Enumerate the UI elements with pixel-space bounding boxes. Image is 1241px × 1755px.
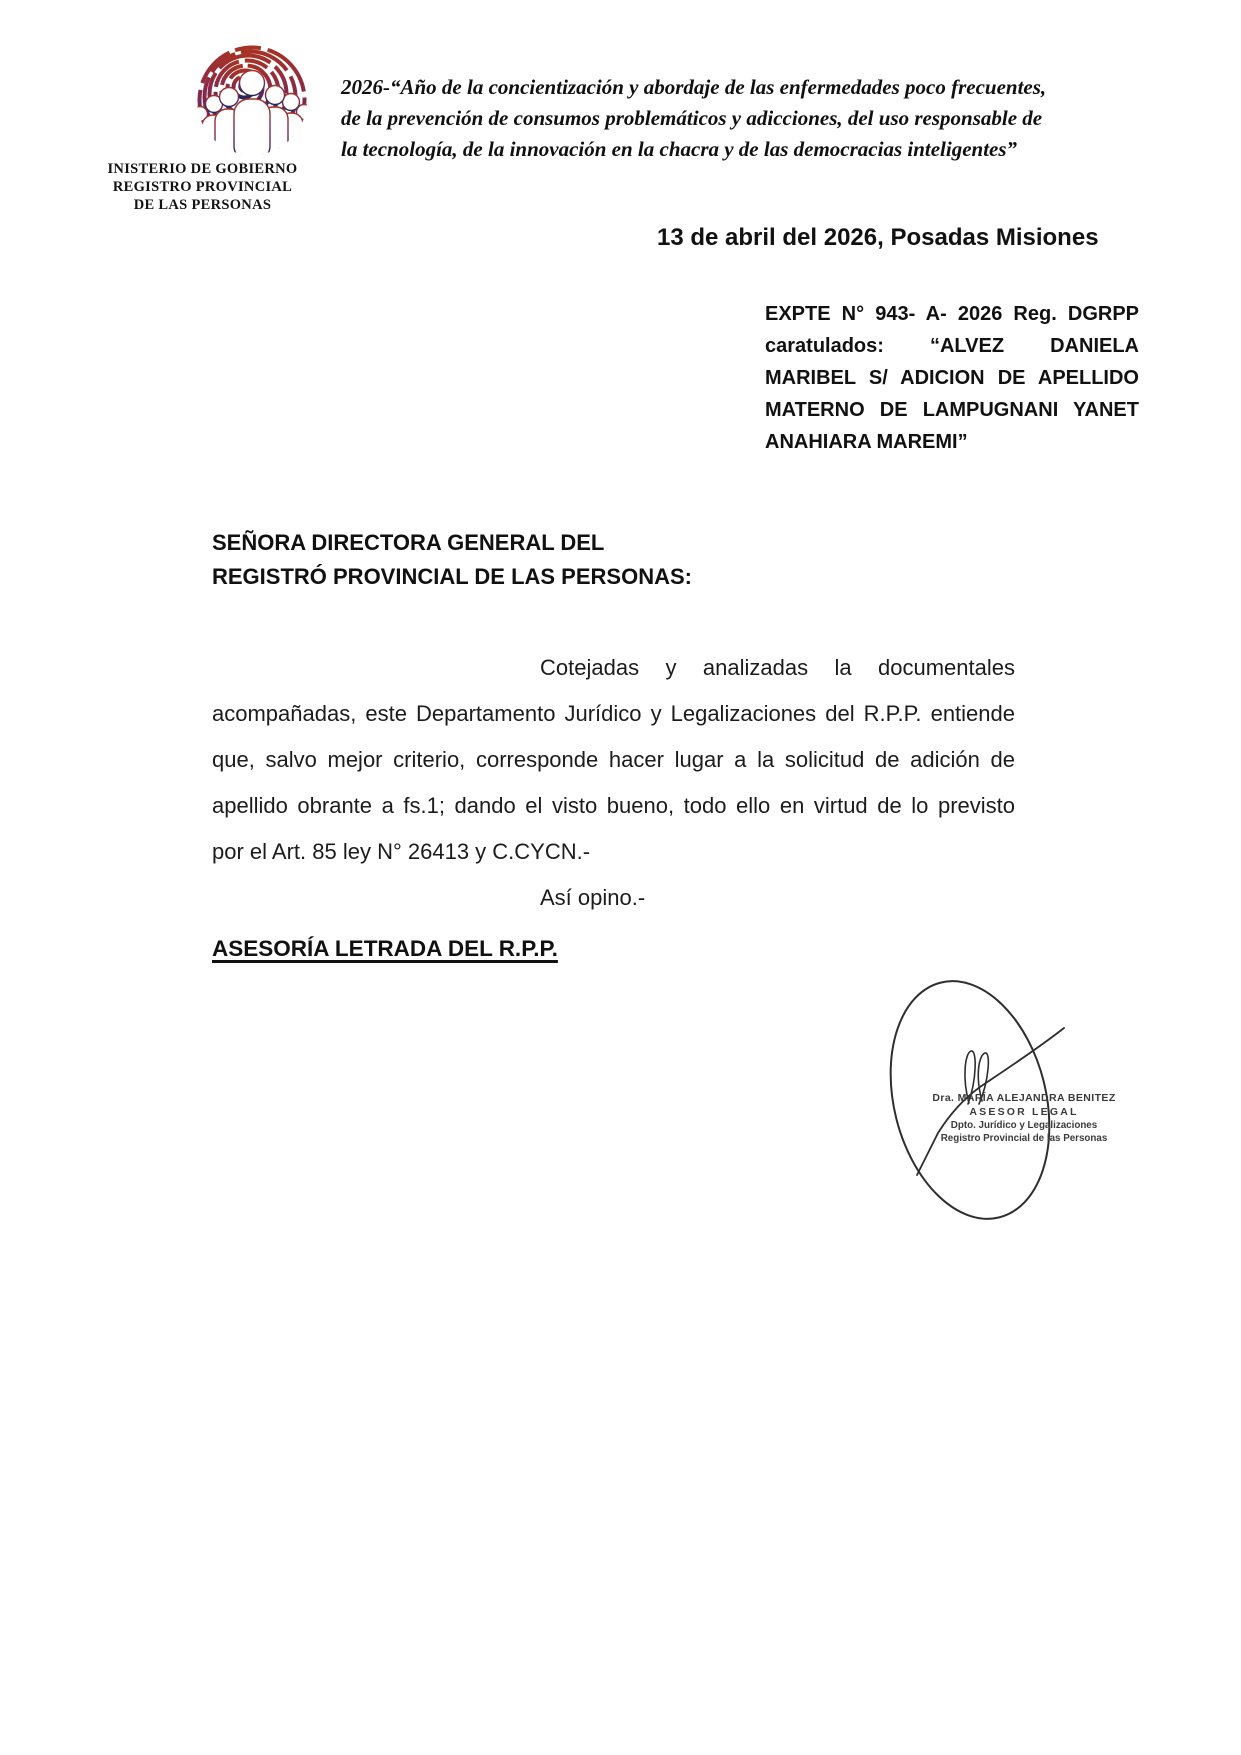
salutation-line: SEÑORA DIRECTORA GENERAL DEL (212, 530, 605, 555)
date-line: 13 de abril del 2026, Posadas Misiones (657, 224, 1099, 251)
logo-caption (100, 160, 305, 214)
expediente-reference (765, 298, 1139, 458)
stamp-office: Registro Provincial de las Personas (940, 1133, 1108, 1144)
body-line: Cotejadas y analizadas la documentales (540, 655, 1015, 680)
year-dedication-quote (341, 72, 1151, 165)
fingerprint-people-icon (148, 42, 358, 164)
body-line: por el Art. 85 ley N° 26413 y C.CYCN.- (212, 839, 591, 864)
quote-line: 2026-“Año de la concientización y abordaje de las enfermedades poco frecuentes, (341, 75, 1047, 99)
expte-line: ANAHIARA MAREMI” (765, 431, 968, 453)
salutation-line: REGISTRÓ PROVINCIAL DE LAS PERSONAS: (212, 564, 692, 589)
expte-line: EXPTE N° 943- A- 2026 Reg. DGRPP (765, 303, 1139, 325)
ministry-logo (148, 42, 358, 164)
quote-line: la tecnología, de la innovación en la chacra y de las democracias inteligentes” (341, 137, 1018, 161)
salutation (212, 526, 692, 594)
logo-caption-line: INISTERIO DE GOBIERNO (107, 161, 298, 177)
expte-line: MATERNO DE LAMPUGNANI YANET (765, 399, 1139, 421)
logo-caption-line: DE LAS PERSONAS (133, 197, 272, 213)
quote-line: de la prevención de consumos problemáticos y adicciones, del uso responsable de (341, 106, 1043, 130)
section-heading-asesoria: ASESORÍA LETRADA DEL R.P.P. (212, 936, 558, 961)
stamp-title: ASESOR LEGAL (969, 1106, 1079, 1118)
legal-advisor-stamp (924, 1092, 1124, 1145)
body-paragraph (212, 645, 1015, 921)
body-line: que, salvo mejor criterio, corresponde hacer lugar a la solicitud de adición de (212, 747, 1015, 772)
body-line: acompañadas, este Departamento Jurídico y Legalizaciones del R.P.P. entiende (212, 701, 1015, 726)
expte-line: MARIBEL S/ ADICION DE APELLIDO (765, 367, 1139, 389)
stamp-department: Dpto. Jurídico y Legalizaciones (950, 1120, 1098, 1131)
expte-line: caratulados: “ALVEZ DANIELA (765, 335, 1139, 357)
body-line: apellido obrante a fs.1; dando el visto bueno, todo ello en virtud de lo previsto (212, 793, 1015, 818)
logo-caption-line: REGISTRO PROVINCIAL (112, 179, 293, 195)
stamp-name: Dra. MARÍA ALEJANDRA BENITEZ (932, 1092, 1116, 1104)
asi-opino-line: Así opino.- (540, 885, 646, 910)
